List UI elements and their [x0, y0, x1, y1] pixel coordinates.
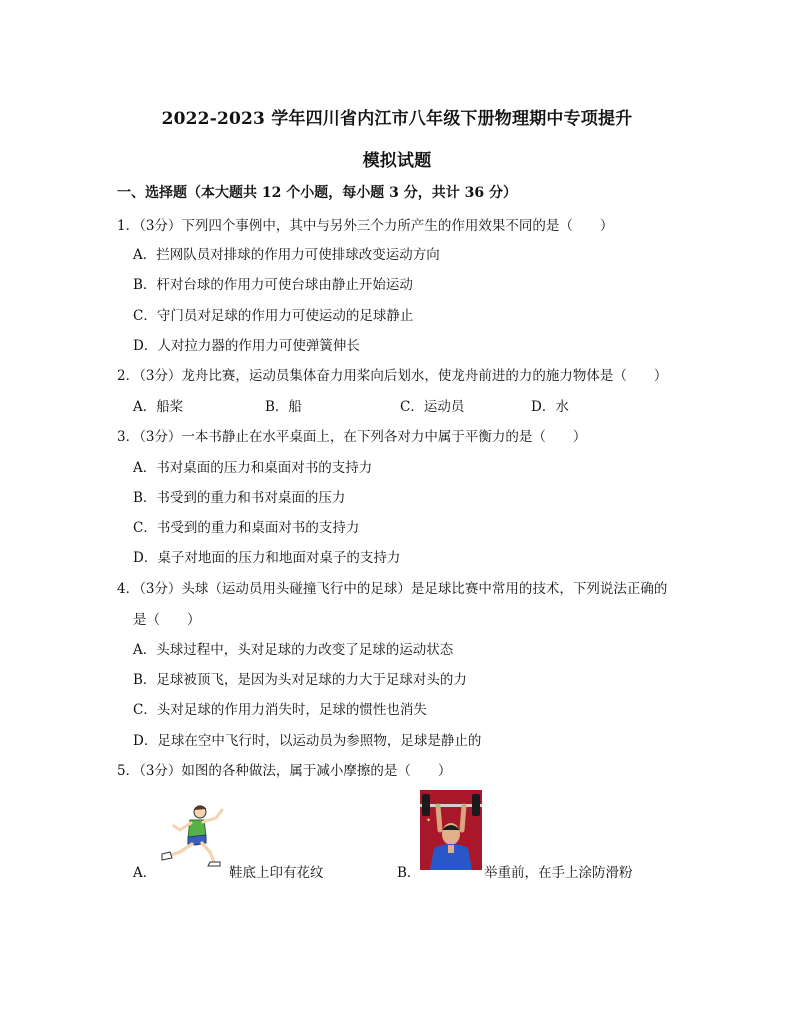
- runner-image: [156, 800, 230, 870]
- question-5-option-b-letter: B．: [397, 865, 421, 881]
- question-3-option-b: B．书受到的重力和书对桌面的压力: [133, 490, 346, 506]
- question-4-stem-continued: 是（ ）: [133, 612, 201, 628]
- question-3-option-c: C．书受到的重力和桌面对书的支持力: [133, 520, 360, 536]
- question-4-option-a: A．头球过程中，头对足球的力改变了足球的运动状态: [133, 642, 454, 658]
- question-2-option-a: A．船桨: [133, 399, 184, 415]
- question-1-option-a: A．拦网队员对排球的作用力可使排球改变运动方向: [133, 247, 440, 263]
- question-5-option-b-caption: 举重前，在手上涂防滑粉: [484, 865, 633, 881]
- question-2-option-d: D．水: [531, 399, 569, 415]
- question-1-option-b: B．杆对台球的作用力可使台球由静止开始运动: [133, 277, 413, 293]
- question-1-stem: 1．（3分）下列四个事例中，其中与另外三个力所产生的作用效果不同的是（ ）: [117, 218, 614, 234]
- question-4-option-b: B．足球被顶飞，是因为头对足球的力大于足球对头的力: [133, 672, 467, 688]
- question-3-stem: 3．（3分）一本书静止在水平桌面上，在下列各对力中属于平衡力的是（ ）: [117, 429, 587, 445]
- question-4-option-c: C．头对足球的作用力消失时，足球的惯性也消失: [133, 702, 427, 718]
- question-5-stem: 5．（3分）如图的各种做法，属于减小摩擦的是（ ）: [117, 763, 452, 779]
- question-5-option-a-caption: 鞋底上印有花纹: [229, 865, 324, 881]
- exam-title-continued: 模拟试题: [362, 151, 432, 171]
- question-3-option-a: A．书对桌面的压力和桌面对书的支持力: [133, 460, 373, 476]
- question-4-option-d: D．足球在空中飞行时，以运动员为参照物，足球是静止的: [133, 733, 482, 749]
- question-4-stem: 4．（3分）头球（运动员用头碰撞飞行中的足球）是足球比赛中常用的技术，下列说法正确的: [117, 581, 668, 597]
- section-heading: 一、选择题（本大题共 12 个小题，每小题 3 分，共计 36 分）: [117, 185, 517, 201]
- weightlifter-image: [420, 790, 482, 870]
- question-2-option-b: B．船: [265, 399, 302, 415]
- question-3-option-d: D．桌子对地面的压力和地面对桌子的支持力: [133, 550, 401, 566]
- question-5-option-a-letter: A．: [133, 865, 157, 881]
- exam-title: 2022-2023 学年四川省内江市八年级下册物理期中专项提升: [161, 109, 633, 129]
- question-2-option-c: C．运动员: [400, 399, 465, 415]
- question-1-option-d: D．人对拉力器的作用力可使弹簧伸长: [133, 338, 360, 354]
- svg-text:✦: ✦: [426, 817, 432, 824]
- question-2-stem: 2．（3分）龙舟比赛，运动员集体奋力用桨向后划水，使龙舟前进的力的施力物体是（ ）: [117, 368, 668, 384]
- question-1-option-c: C．守门员对足球的作用力可使运动的足球静止: [133, 308, 414, 324]
